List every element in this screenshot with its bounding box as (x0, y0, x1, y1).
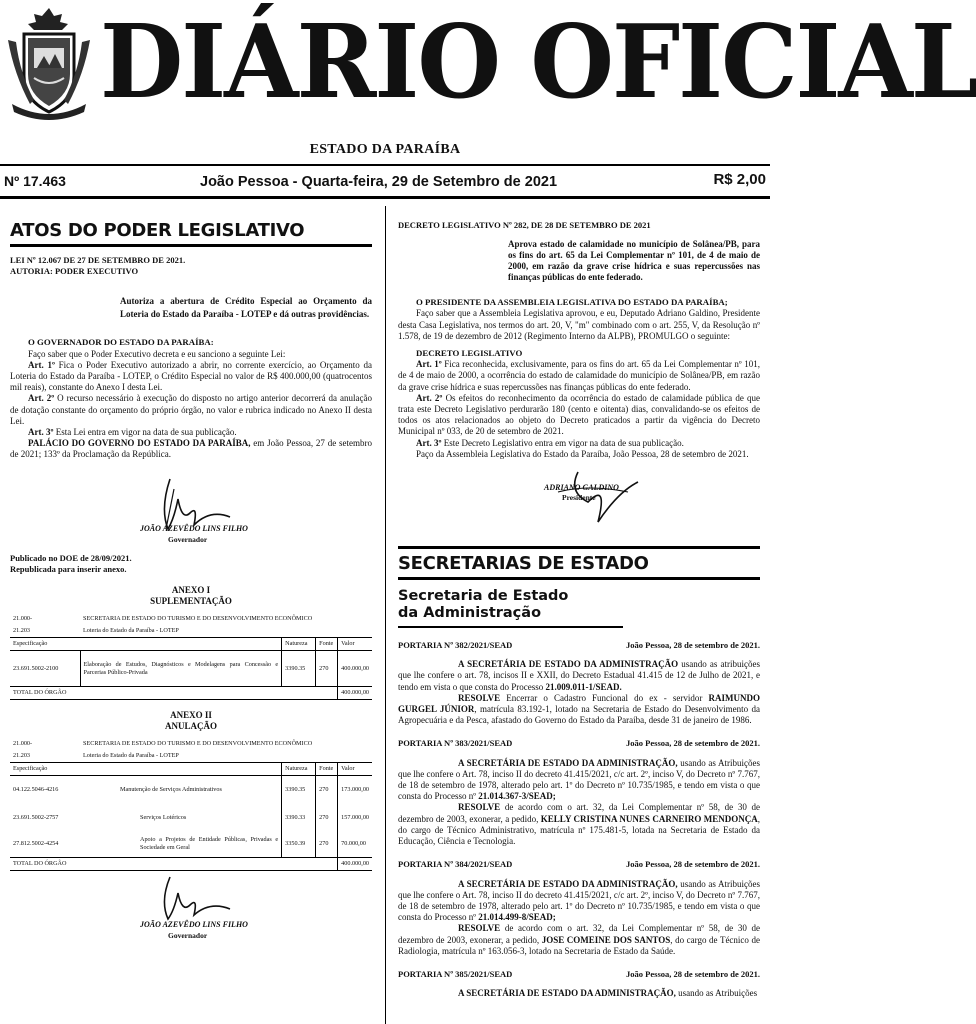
section-title: SECRETARIAS DE ESTADO (398, 546, 760, 580)
portaria-383: PORTARIA Nº 383/2021/SEAD João Pessoa, 28 de setembro de 2021. A SECRETÁRIA DE ESTADO DA ADMINISTRAÇÃO, usando as Atribuições que lhe confere o Art. 78, inciso II do decreto 41.415/2021, c/c art. 2º, inciso V, do Decreto nº 7.767, de 18 de setembro de 1978, alterado pelo art. 1º do Decreto nº 10.735/1985, e tendo em vista o que consta do Processo nº 21.014.367-3/SEAD; RESOLVE de acordo com o art. 32, da Lei Complementar nº 58, de 30 de dezembro de 2003, exonerar, a pedido, KELLY CRISTINA NUNES CARNEIRO MENDONÇA, do cargo de Técnico Administrativo, matrícula nº 175.481-5, lotada na Secretaria de Estado da Educação, Ciência e Tecnologia. (398, 738, 760, 847)
divider (0, 164, 770, 166)
governor-line: O GOVERNADOR DO ESTADO DA PARAÍBA: (28, 337, 214, 348)
decree-ementa: Aprova estado de calamidade no município de Solânea/PB, para os fins do art. 65 da Lei Complementar nº 101, de 4 de maio de 2000, em razão da grave crise hídrica e suas repercussões nas finanças públicas do ente federado. (508, 239, 760, 283)
column-divider (385, 206, 386, 1024)
annex-1-title: ANEXO I SUPLEMENTAÇÃO (150, 585, 232, 607)
portaria-385: PORTARIA Nº 385/2021/SEAD João Pessoa, 28 de setembro de 2021. A SECRETÁRIA DE ESTADO DA ADMINISTRAÇÃO, usando as Atribuições (398, 968, 760, 999)
signer-role: Governador (168, 534, 208, 544)
decree-intro: Faço saber que a Assembleia Legislativa aprovou, e eu, Deputado Adriano Galdino, Presidente desta Casa Legislativa, nos termos do art. 20, V, "m" combinado com o art. 255, V, da Resolução nº 1.578, de 19 de dezembro de 2012 (Regimento Interno da ALPB), PROMULGO o seguinte: (398, 308, 760, 341)
issue-date: João Pessoa - Quarta-feira, 29 de Setembro de 2021 (200, 174, 558, 190)
decree-article-3: Art. 3º Este Decreto Legislativo entra em vigor na data de sua publicação. (416, 437, 684, 448)
sub-section-title: Secretaria de Estado da Administração (398, 588, 623, 628)
issue-bar (0, 170, 770, 192)
section-title: ATOS DO PODER LEGISLATIVO (10, 220, 372, 247)
article-1: Art. 1º Fica o Poder Executivo autorizado a abrir, no corrente exercício, ao Orçamento da Loteria do Estado da Paraíba - LOTEP, o Crédito Especial no valor de R$ 400.000,00 (quatrocentos mil reais), constante do Anexo I desta Lei. (10, 359, 373, 393)
table-row: 27.812.5002-4254 Apoio a Projetos de Entidade Públicas, Privadas e Sociedade em Geral 3350.39 270 70.000,00 (10, 832, 372, 858)
signer-name: JOÃO AZEVÊDO LINS FILHO (140, 920, 248, 930)
republished-note: Republicada para inserir anexo. (10, 563, 127, 574)
decree-header: DECRETO LEGISLATIVO Nº 282, DE 28 DE SETEMBRO DE 2021 (398, 220, 651, 230)
paco-line: Paço da Assembleia Legislativa do Estado da Paraíba, João Pessoa, 28 de setembro de 2021. (416, 448, 749, 459)
annex-1-table: 21.000- SECRETARIA DE ESTADO DO TURISMO E DO DESENVOLVIMENTO ECONÔMICO 21.203 Loteria do Estado da Paraíba - LOTEP Especificação Natureza Fonte Valor 23.691.5002-2100 Elaboração de Estudos, Diagnósticos e Modelagens para Concessão e Parcerias Público-Privada 3390.35 270 400.000,00 TOTAL DO ÓRGÃO 400.000,00 (10, 613, 372, 700)
right-column (398, 206, 760, 999)
annex-2-table: 21.000- SECRETARIA DE ESTADO DO TURISMO E DO DESENVOLVIMENTO ECONÔMICO 21.203 Loteria do Estado da Paraíba - LOTEP Especificação Natureza Fonte Valor 04.122.5046-4216 Manutenção de Serviços Administrativos 3390.35 270 173.000,00 23.691.5002-2757 Serviços Lotéricos 3390.33 270 157.000,00 27.812.5002-4254 Apoio a Projetos de Entidade Públicas, Privadas e Sociedade em Geral 3350.39 270 70.000,00 TOTAL DO ÓRGÃO 400.000,00 (10, 738, 372, 871)
decree-article-1: Art. 1º Fica reconhecida, exclusivamente, para os fins do art. 65 da Lei Complementar nº 101, de 4 de maio de 2000, a ocorrência do estado de calamidade do município de Solânea/PB, em razão da grave crise hídrica e suas repercussões nas finanças públicas do ente federado. (398, 359, 760, 392)
masthead (0, 0, 976, 196)
signature-icon (140, 871, 240, 926)
palacio-line: PALÁCIO DO GOVERNO DO ESTADO DA PARAÍBA, em João Pessoa, 27 de setembro de 2021; 133º da Proclamação da República. (10, 438, 372, 460)
president-signature (398, 460, 760, 540)
state-coat-of-arms-icon (4, 4, 94, 122)
signer-name: ADRIANO GALDINO (544, 483, 619, 493)
divider (0, 196, 770, 199)
decree-article-2: Art. 2º Os efeitos do reconhecimento da ocorrência do estado de calamidade pública de que trata este Decreto Legislativo perdurarão 180 (cento e oitenta) dias, convalidando-se os efeitos de todos os atos relacionados ao objeto do Decreto praticados a partir da vigência do Decreto Municipal nº 033, de 20 de setembro de 2021. (398, 392, 760, 437)
signer-name: JOÃO AZEVÊDO LINS FILHO (140, 523, 248, 533)
state-name: ESTADO DA PARAÍBA (309, 142, 461, 157)
annex-2-title: ANEXO II ANULAÇÃO (164, 710, 217, 732)
signer-role: Governador (168, 931, 208, 941)
table-row: 23.691.5002-2757 Serviços Lotéricos 3390.33 270 157.000,00 (10, 804, 372, 832)
governor-signature-2 (10, 871, 372, 941)
law-header: LEI Nº 12.067 DE 27 DE SETEMBRO DE 2021. (10, 255, 186, 265)
governor-signature (10, 461, 372, 553)
president-line: O PRESIDENTE DA ASSEMBLEIA LEGISLATIVA DO ESTADO DA PARAÍBA; (416, 297, 728, 308)
law-intro: Faço saber que o Poder Executivo decreta e eu sanciono a seguinte Lei: (28, 348, 286, 359)
issue-number: Nº 17.463 (4, 173, 66, 189)
published-note: Publicado no DOE de 28/09/2021. (10, 552, 132, 563)
article-3: Art. 3º Esta Lei entra em vigor na data de sua publicação. (28, 427, 237, 438)
left-column (10, 206, 372, 941)
decree-word: DECRETO LEGISLATIVO (416, 348, 523, 359)
issue-price: R$ 2,00 (713, 171, 766, 188)
article-2: Art. 2º O recurso necessário à execução do disposto no artigo anterior decorrerá da anulação de dotação constante do orçamento do próprio órgão, no valor e rubrica indicado no Anexo II desta Lei. (10, 393, 372, 426)
table-row: 23.691.5002-2100 Elaboração de Estudos, Diagnósticos e Modelagens para Concessão e Parcerias Público-Privada 3390.35 270 400.000,00 (10, 651, 372, 687)
law-authorship: AUTORIA: PODER EXECUTIVO (10, 266, 139, 277)
portaria-384: PORTARIA Nº 384/2021/SEAD João Pessoa, 28 de setembro de 2021. A SECRETÁRIA DE ESTADO DA ADMINISTRAÇÃO, usando as Atribuições que lhe confere o Art. 78, inciso II do decreto 41.415/2021, c/c art. 2º, inciso V, do Decreto nº 7.767, de 18 de setembro de 1978, alterado pelo art. 1º do Decreto nº 10.735/1985, e tendo em vista o que consta do Processo nº 21.014.499-8/SEAD; RESOLVE de acordo com o art. 32, da Lei Complementar nº 58, de 30 de dezembro de 2003, exonerar, a pedido, JOSE COMEINE DOS SANTOS, do cargo de Técnico de Radiologia, matrícula nº 163.056-3, lotado na Secretaria de Estado da Saúde. (398, 859, 760, 956)
portaria-382: PORTARIA Nº 382/2021/SEAD João Pessoa, 28 de setembro de 2021. A SECRETÁRIA DE ESTADO DA ADMINISTRAÇÃO usando as atribuições que lhe confere o art. 78, incisos II e XXII, do Decreto Estadual 41.415 de 12 de Julho de 2021, e tendo em vista o que consta do Processo 21.009.011-1/SEAD. RESOLVE Encerrar o Cadastro Funcional do ex - servidor RAIMUNDO GURGEL JÚNIOR, matrícula 83.192-1, lotado na Secretaria de Estado do Desenvolvimento da Agropecuária e da Pesca, afastado do Governo do Estado da Paraíba, desde 31 de janeiro de 1986. (398, 640, 760, 726)
table-row: 04.122.5046-4216 Manutenção de Serviços Administrativos 3390.35 270 173.000,00 (10, 776, 372, 804)
signer-role: Presidente (562, 493, 596, 503)
newspaper-title: DIÁRIO OFICIAL (100, 2, 976, 122)
law-ementa: Autoriza a abertura de Crédito Especial ao Orçamento da Loteria do Estado da Paraíba - LOTEP e dá outras providências. (120, 296, 372, 320)
